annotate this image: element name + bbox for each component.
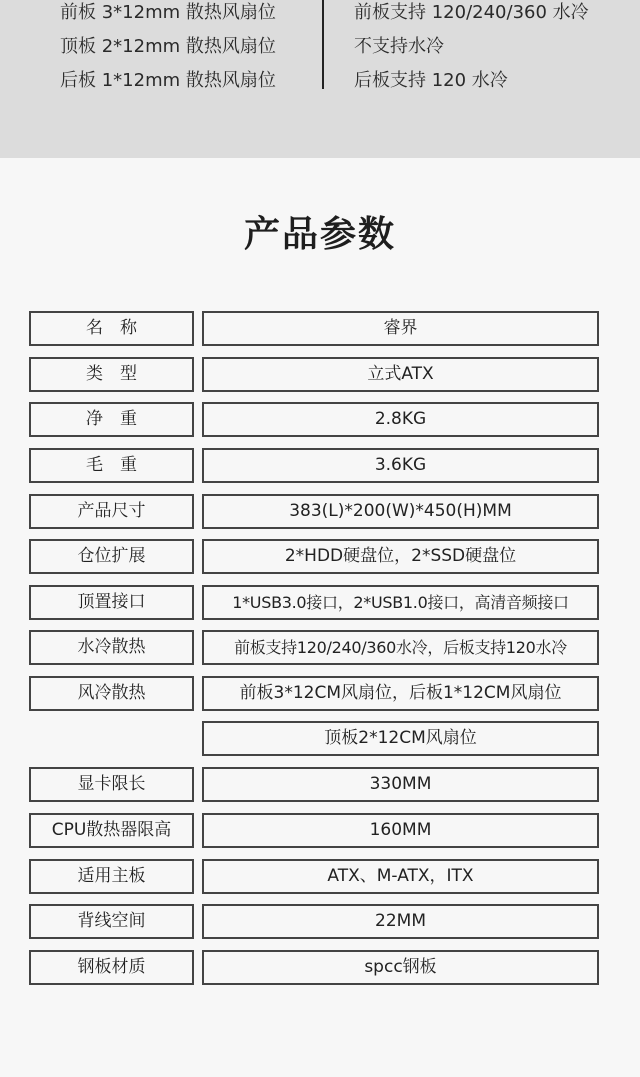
spec-value: 383(L)*200(W)*450(H)MM [202, 494, 599, 529]
feature-summary-panel [0, 0, 640, 158]
spec-value: 2.8KG [202, 402, 599, 437]
spec-value: 睿界 [202, 311, 599, 346]
spec-value: 1*USB3.0接口，2*USB1.0接口，高清音频接口 [202, 585, 599, 620]
spec-label: 显卡限长 [29, 767, 194, 802]
section-title: 产品参数 [243, 214, 396, 255]
spec-value: spcc钢板 [202, 950, 599, 985]
spec-value: 立式ATX [202, 357, 599, 392]
spec-label: 背线空间 [29, 904, 194, 939]
spec-label: 净 重 [29, 402, 194, 437]
spec-label: 名 称 [29, 311, 194, 346]
spec-label: CPU散热器限高 [29, 813, 194, 848]
spec-value: 22MM [202, 904, 599, 939]
spec-label: 毛 重 [29, 448, 194, 483]
spec-row-cable-space [0, 904, 640, 937]
feature-line: 顶板 2*12mm 散热风扇位 [60, 36, 276, 57]
feature-line: 不支持水冷 [354, 36, 444, 57]
spec-label: 顶置接口 [29, 585, 194, 620]
spec-row-type [0, 357, 640, 390]
spec-row-motherboard [0, 859, 640, 892]
fan-position-column [60, 0, 310, 98]
spec-value: 前板3*12CM风扇位，后板1*12CM风扇位 [202, 676, 599, 711]
spec-value: 顶板2*12CM风扇位 [202, 721, 599, 756]
spec-label: 水冷散热 [29, 630, 194, 665]
spec-value: 2*HDD硬盘位，2*SSD硬盘位 [202, 539, 599, 574]
spec-row-air-cooling-top [0, 721, 640, 754]
spec-label: 产品尺寸 [29, 494, 194, 529]
spec-row-gross-weight [0, 448, 640, 481]
spec-label: 钢板材质 [29, 950, 194, 985]
spec-label: 仓位扩展 [29, 539, 194, 574]
spec-row-gpu-length [0, 767, 640, 800]
spec-value: 160MM [202, 813, 599, 848]
feature-line: 后板支持 120 水冷 [354, 70, 508, 91]
spec-label: 适用主板 [29, 859, 194, 894]
spec-row-top-ports [0, 585, 640, 618]
spec-row-material [0, 950, 640, 983]
spec-row-name [0, 311, 640, 344]
spec-row-water-cooling [0, 630, 640, 663]
spec-row-dimensions [0, 494, 640, 527]
spec-value: 330MM [202, 767, 599, 802]
spec-value: ATX、M-ATX，ITX [202, 859, 599, 894]
spec-row-air-cooling [0, 676, 640, 709]
column-divider [322, 0, 324, 89]
spec-row-drive-bays [0, 539, 640, 572]
spec-label: 类 型 [29, 357, 194, 392]
spec-label: 风冷散热 [29, 676, 194, 711]
feature-line: 后板 1*12mm 散热风扇位 [60, 70, 276, 91]
spec-value: 前板支持120/240/360水冷，后板支持120水冷 [202, 630, 599, 665]
spec-value: 3.6KG [202, 448, 599, 483]
feature-line: 前板 3*12mm 散热风扇位 [60, 2, 276, 23]
feature-line: 前板支持 120/240/360 水冷 [354, 2, 589, 23]
spec-row-net-weight [0, 402, 640, 435]
water-cooling-column [354, 0, 634, 98]
spec-row-cpu-cooler-height [0, 813, 640, 846]
